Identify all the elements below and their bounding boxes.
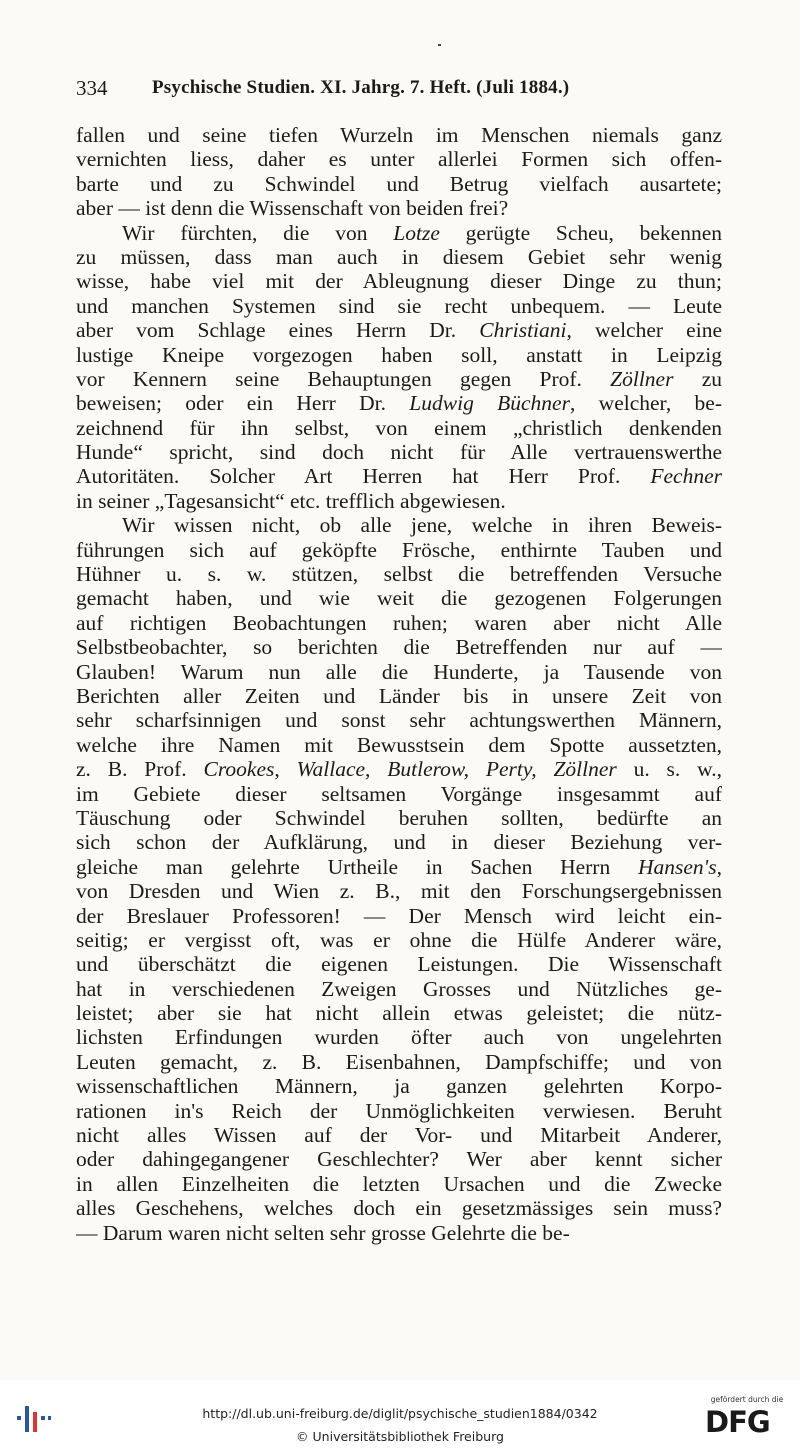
italic-name: Lotze <box>393 220 440 245</box>
text-segment: Leuten gemacht, z. B. Eisenbahnen, Dampfschiffe; und von <box>76 1049 722 1074</box>
text-line <box>76 830 722 854</box>
italic-name: Ludwig Büchner <box>409 391 570 416</box>
running-head-title: Psychische Studien. XI. Jahrg. 7. Heft. (Juli 1884.) <box>152 77 570 98</box>
text-segment: nicht alles Wissen auf der Vor- und Mitarbeit Anderer, <box>76 1123 722 1148</box>
text-line <box>76 1025 722 1049</box>
text-segment: aber vom Schlage eines Herrn Dr. <box>76 318 480 343</box>
text-line <box>76 1172 722 1196</box>
text-segment: welche ihre Namen mit Bewusstsein dem Spotte aussetzten, <box>76 732 722 757</box>
text-line <box>76 952 722 976</box>
text-line <box>76 1099 722 1123</box>
text-line <box>76 123 722 147</box>
text-segment: — Darum waren nicht selten sehr grosse Gelehrte die be- <box>76 1220 570 1245</box>
text-line <box>76 879 722 903</box>
text-line <box>76 855 722 879</box>
text-segment: und überschätzt die eigenen Leistungen. Die Wissenschaft <box>76 952 722 977</box>
text-line <box>76 562 722 586</box>
text-line <box>76 684 722 708</box>
text-segment: in allen Einzelheiten die letzten Ursachen und die Zwecke <box>76 1171 722 1196</box>
text-segment: Hühner u. s. w. stützen, selbst die betreffenden Versuche <box>76 562 722 587</box>
text-segment: vernichten liess, daher es unter allerlei Formen sich offen- <box>76 147 722 172</box>
text-segment: alles Geschehens, welches doch ein gesetzmässiges sein muss? <box>76 1196 722 1221</box>
text-line <box>76 1074 722 1098</box>
text-line <box>76 1196 722 1220</box>
text-segment: leistet; aber sie hat nicht allein etwas geleistet; die nütz- <box>76 1001 722 1026</box>
text-segment: seitig; er vergisst oft, was er ohne die Hülfe Anderer wäre, <box>76 927 722 952</box>
text-line <box>76 147 722 171</box>
text-segment: in seiner „Tagesansicht“ etc. trefflich abgewiesen. <box>76 488 506 513</box>
text-segment: fallen und seine tiefen Wurzeln im Menschen niemals ganz <box>76 123 722 147</box>
text-line <box>76 782 722 806</box>
text-line <box>76 904 722 928</box>
text-line <box>76 538 722 562</box>
text-segment: Wir fürchten, die von <box>122 220 394 245</box>
text-segment: u. s. w., <box>616 757 722 782</box>
text-segment: gemacht haben, und wie weit die gezogenen Folgerungen <box>76 586 722 611</box>
text-line <box>76 416 722 440</box>
text-line <box>76 977 722 1001</box>
text-segment: lustige Kneipe vorgezogen haben soll, anstatt in Leipzig <box>76 342 722 367</box>
text-segment: von Dresden und Wien z. B., mit den Forschungsergebnissen <box>76 879 722 904</box>
text-line <box>76 489 722 513</box>
print-speck <box>438 44 441 46</box>
italic-name: Christiani <box>479 318 567 343</box>
text-line <box>76 928 722 952</box>
text-segment: Hunde“ spricht, sind doch nicht für Alle vertrauenswerthe <box>76 440 722 465</box>
text-line <box>76 757 722 781</box>
text-line <box>76 1001 722 1025</box>
text-line <box>76 221 722 245</box>
text-line <box>76 660 722 684</box>
text-segment: Berichten aller Zeiten und Länder bis in unsere Zeit von <box>76 683 722 708</box>
text-line <box>76 708 722 732</box>
text-segment: auf richtigen Beobachtungen ruhen; waren aber nicht Alle <box>76 610 722 635</box>
text-segment: z. B. Prof. <box>76 757 204 782</box>
source-url-link[interactable]: http://dl.ub.uni-freiburg.de/diglit/psychische_studien1884/0342 <box>202 1406 598 1421</box>
text-segment: gerügte Scheu, bekennen <box>439 220 722 245</box>
text-line <box>76 1221 722 1245</box>
text-segment: Selbstbeobachter, so berichten die Betreffenden nur auf — <box>76 635 722 660</box>
text-segment: , welcher eine <box>566 318 722 343</box>
text-segment: , <box>716 854 722 879</box>
text-segment: wisse, habe viel mit der Ableugnung dieser Dinge zu thun; <box>76 269 722 294</box>
text-segment: der Breslauer Professoren! — Der Mensch wird leicht ein- <box>76 903 722 928</box>
text-line <box>76 440 722 464</box>
text-segment: im Gebiete dieser seltsamen Vorgänge insgesammt auf <box>76 781 722 806</box>
text-segment: zu <box>673 366 722 391</box>
text-segment: lichsten Erfindungen wurden öfter auch von ungelehrten <box>76 1025 722 1050</box>
text-line <box>76 245 722 269</box>
text-line <box>76 269 722 293</box>
text-segment: barte und zu Schwindel und Betrug vielfach ausartete; <box>76 171 722 196</box>
text-segment: zeichnend für ihn selbst, von einem „christlich denkenden <box>76 415 722 440</box>
text-segment: oder dahingegangener Geschlechter? Wer aber kennt sicher <box>76 1147 722 1172</box>
text-segment: beweisen; oder ein Herr Dr. <box>76 391 410 416</box>
italic-name: Hansen's <box>637 854 717 879</box>
text-line <box>76 611 722 635</box>
text-segment: Täuschung oder Schwindel beruhen sollten, bedürfte an <box>76 805 722 830</box>
text-line <box>76 586 722 610</box>
dfg-logo-text: DFG <box>705 1405 770 1439</box>
text-line <box>76 513 722 537</box>
italic-name: Crookes, Wallace, Butlerow, Perty, Zöllner <box>203 757 617 782</box>
text-line <box>76 1050 722 1074</box>
text-line <box>76 635 722 659</box>
text-segment: gleiche man gelehrte Urtheile in Sachen Herrn <box>76 854 638 879</box>
sponsor-note: gefördert durch die <box>710 1395 784 1404</box>
text-line <box>76 733 722 757</box>
text-line <box>76 343 722 367</box>
text-line <box>76 196 722 220</box>
italic-name: Zöllner <box>610 366 674 391</box>
text-line <box>76 172 722 196</box>
text-segment: aber — ist denn die Wissenschaft von beiden frei? <box>76 196 509 221</box>
text-segment: wissenschaftlichen Männern, ja ganzen gelehrten Korpo- <box>76 1074 722 1099</box>
text-segment: , welcher, be- <box>569 391 722 416</box>
text-line <box>76 1123 722 1147</box>
text-segment: Glauben! Warum nun alle die Hunderte, ja Tausende von <box>76 659 722 684</box>
text-line <box>76 464 722 488</box>
copyright-notice: © Universitätsbibliothek Freiburg <box>296 1429 504 1444</box>
text-segment: zu müssen, dass man auch in diesem Gebiet sehr wenig <box>76 244 722 269</box>
text-segment: hat in verschiedenen Zweigen Grosses und Nützliches ge- <box>76 976 722 1001</box>
text-line <box>76 1147 722 1171</box>
text-segment: sich schon der Aufklärung, und in dieser Beziehung ver- <box>76 830 722 855</box>
footer-bar <box>0 1380 800 1451</box>
text-line <box>76 806 722 830</box>
body-text <box>76 123 722 1245</box>
text-segment: sehr scharfsinnigen und sonst sehr achtungswerthen Männern, <box>76 708 722 733</box>
text-segment: Wir wissen nicht, ob alle jene, welche in ihren Beweis- <box>122 513 722 538</box>
text-line <box>76 294 722 318</box>
text-line <box>76 318 722 342</box>
running-head <box>76 76 722 102</box>
text-segment: Autoritäten. Solcher Art Herren hat Herr Prof. <box>76 464 651 489</box>
dfg-logo[interactable] <box>703 1395 791 1445</box>
text-line <box>76 391 722 415</box>
text-segment: führungen sich auf geköpfte Frösche, enthirnte Tauben und <box>76 537 722 562</box>
text-segment: rationen in's Reich der Unmöglichkeiten verwiesen. Beruht <box>76 1098 722 1123</box>
text-segment: und manchen Systemen sind sie recht unbequem. — Leute <box>76 293 722 318</box>
italic-name: Fechner <box>650 464 722 489</box>
text-line <box>76 367 722 391</box>
page-number: 334 <box>76 76 108 100</box>
text-segment: vor Kennern seine Behauptungen gegen Prof. <box>76 366 611 391</box>
